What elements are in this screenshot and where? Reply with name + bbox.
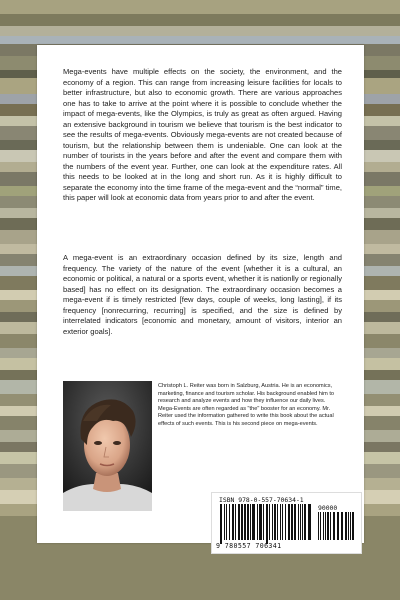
barcode-bar <box>277 504 278 540</box>
addon-barcode-bar <box>350 512 351 540</box>
background-stripe <box>0 14 400 26</box>
barcode-bar <box>252 504 255 540</box>
barcode-bar <box>247 504 249 540</box>
barcode-bar <box>257 504 258 540</box>
background-stripe <box>0 0 400 14</box>
barcode-bar <box>266 504 268 544</box>
barcode-bar <box>235 504 236 540</box>
barcode-bar <box>304 504 306 540</box>
isbn-text: ISBN 978-0-557-70634-1 <box>219 496 304 504</box>
addon-barcode-bar <box>323 512 324 540</box>
barcode-bar <box>241 504 243 540</box>
background-stripe <box>0 26 400 36</box>
author-photo <box>63 381 152 511</box>
addon-barcode-bar <box>352 512 354 540</box>
addon-barcode-bar <box>320 512 321 540</box>
barcode-bar <box>259 504 262 540</box>
addon-barcode-bar <box>345 512 347 540</box>
background-stripe <box>0 36 400 44</box>
barcode-bar <box>280 504 281 540</box>
barcode-bar <box>288 504 290 540</box>
addon-barcode-bar <box>337 512 339 540</box>
barcode-bar <box>269 504 270 540</box>
price-code: 90000 <box>318 504 338 512</box>
barcode-bar <box>308 504 311 540</box>
barcode-bar <box>220 504 222 544</box>
barcode-bar <box>274 504 276 540</box>
barcode-bar <box>285 504 286 540</box>
addon-barcode-bar <box>327 512 329 540</box>
isbn-barcode <box>211 492 362 554</box>
barcode-bar <box>282 504 283 540</box>
addon-barcode-bar <box>348 512 349 540</box>
barcode-bar <box>229 504 230 540</box>
author-bio: Christoph L. Reiter was born in Salzburg, Austria. He is an economics, marketing, finance and tourism scholar. His background enabled him to research and analyze events and how they influence our daily lives. Mega-Events are often regarded as "the" booster for an economy. Mr. Reiter used the information gathered to write this book about the actual effects of such events. This is his second piece on mega-events. <box>158 383 334 427</box>
addon-barcode-bar <box>325 512 326 540</box>
addon-barcode-bar <box>330 512 331 540</box>
addon-barcode-bar <box>318 512 319 540</box>
addon-barcode-bar <box>341 512 343 540</box>
barcode-bar <box>300 504 301 540</box>
barcode-bar <box>272 504 273 540</box>
barcode-bar <box>226 504 227 540</box>
barcode-bar <box>294 504 296 540</box>
barcode-bar <box>263 504 264 540</box>
description-paragraph-2: A mega-event is an extraordinary occasion defined by its size, length and frequency. The variety of the nature of the event [whether it is a cultural, an economic or political, a natural or a sports event, whether it is nationlly or regionally based] has no effect on its designation. The extraordinary occasion becomes a mega-event if is timely restricted [few days, couple of weeks, long lasting], if its frequency [nonrecurring, recurring] is specified, and the size is defined by interrelated indicators [economic and monetary, amount of visitors, interior an exterior goals]. <box>63 253 342 336</box>
barcode-bar <box>238 504 240 540</box>
barcode-bar <box>302 504 303 540</box>
barcode-bar <box>291 504 293 540</box>
barcode-bar <box>244 504 246 540</box>
addon-barcode-bar <box>333 512 335 540</box>
description-paragraph-1: Mega-events have multiple effects on the society, the environment, and the economy of a region. This can range from increasing leisure facilities for locals to better infrastructure, but also to economic growth. There are various approaches one has to take to arrive at the point where it is possible to conclude whether the impact of mega-events, like the Olympics, is truly as great as often argued. Having an extensive background in tourism we believe that tourism is the best indicator to see the results of mega-events. Obviously mega-events are not created because of tourism, but the relationship between them is undeniable. One can look at the number of tourists in the years before and after the event and compare them with the numbers of the event year. Further, one can look at the expenditure rates. All this needs to be looked at in the long and short run. As it is highly difficult to separate the economy into the time frame of the mega-event and the “normal” time, this paper will look at economic data from years prior to and after the event. <box>63 67 342 202</box>
barcode-bar <box>250 504 251 540</box>
barcode-bar <box>232 504 234 540</box>
barcode-bar <box>298 504 299 540</box>
barcode-bar <box>224 504 225 540</box>
back-cover-text-panel <box>37 45 364 543</box>
ean-digits: 9 780557 706341 <box>216 542 282 550</box>
author-portrait-image <box>63 381 152 511</box>
